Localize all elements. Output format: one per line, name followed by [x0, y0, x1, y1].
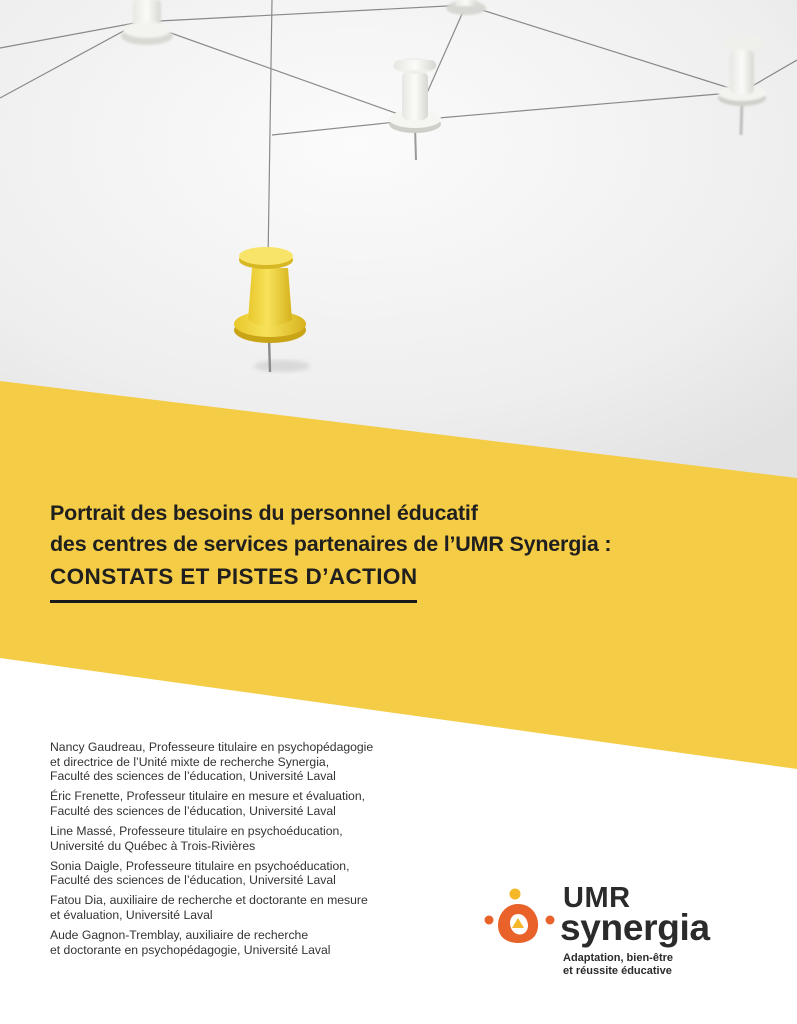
author-entry: [50, 928, 450, 957]
author-entry: [50, 893, 450, 922]
author-entry: [50, 824, 450, 853]
author-entry: [50, 859, 450, 888]
logo-umr-text: UMR: [563, 882, 631, 914]
author-line: Line Massé, Professeure titulaire en psychoéducation,: [50, 823, 343, 838]
author-line: Fatou Dia, auxiliaire de recherche et doctorante en mesure: [50, 893, 368, 908]
author-line: et doctorante en psychopédagogie, Université Laval: [50, 942, 331, 957]
author-line: Faculté des sciences de l’éducation, Université Laval: [50, 769, 336, 784]
logo-tagline-line-2: et réussite éducative: [563, 965, 672, 977]
title-line-1: Portrait des besoins du personnel éducatif: [50, 501, 478, 525]
author-line: Sonia Daigle, Professeure titulaire en psychoéducation,: [50, 858, 350, 873]
author-line: et directrice de l’Unité mixte de recherche Synergia,: [50, 754, 330, 769]
logo-tagline: [563, 952, 673, 978]
author-line: et évaluation, Université Laval: [50, 907, 213, 922]
title-line-2: des centres de services partenaires de l’UMR Synergia :: [50, 532, 612, 556]
author-line: Faculté des sciences de l’éducation, Université Laval: [50, 873, 336, 888]
author-line: Faculté des sciences de l’éducation, Université Laval: [50, 803, 336, 818]
synergia-mark-icon: [480, 884, 560, 954]
author-list: [50, 740, 450, 963]
logo-tagline-line-1: Adaptation, bien-être: [563, 952, 674, 964]
logo-name-text: synergia: [560, 907, 710, 948]
author-entry: [50, 789, 450, 818]
author-entry: [50, 740, 450, 784]
author-line: Université du Québec à Trois-Rivières: [50, 838, 256, 853]
subtitle: CONSTATS ET PISTES D’ACTION: [50, 560, 417, 603]
umr-synergia-logo: [480, 880, 750, 990]
author-line: Nancy Gaudreau, Professeure titulaire en psychopédagogie: [50, 740, 374, 754]
author-line: Aude Gagnon-Tremblay, auxiliaire de recherche: [50, 928, 309, 943]
author-line: Éric Frenette, Professeur titulaire en mesure et évaluation,: [50, 789, 365, 804]
title-block: [50, 498, 750, 603]
